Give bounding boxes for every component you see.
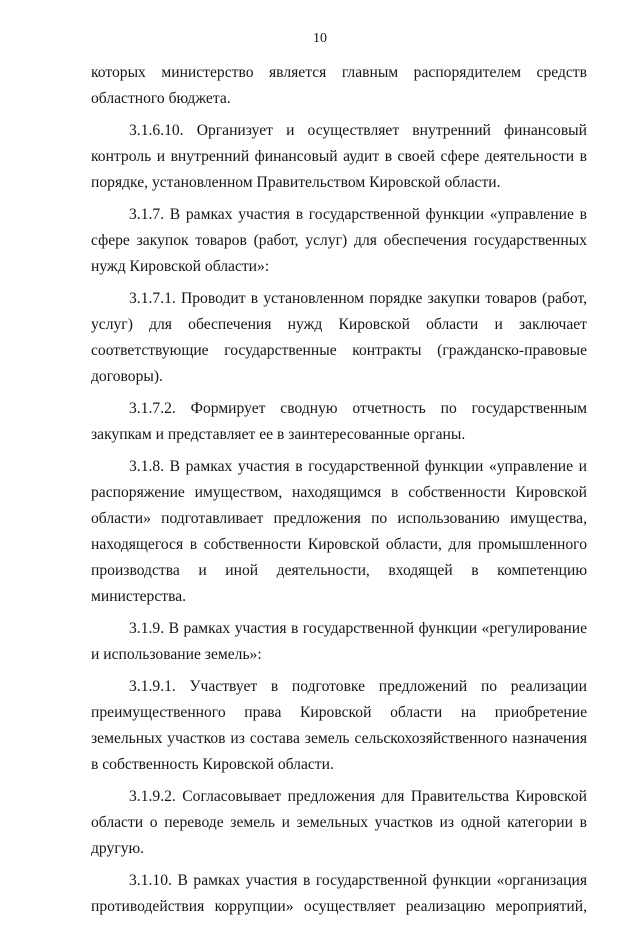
paragraph-3-1-7: 3.1.7. В рамках участия в государственной функции «управление в сфере закупок товаров (работ, услуг) для обеспечения государственных нужд Кировской области»:	[91, 206, 587, 275]
paragraph-3-1-7-1: 3.1.7.1. Проводит в установленном порядке закупки товаров (работ, услуг) для обеспечения нужд Кировской области и заключает соответствующие государственные контракты (гражданско-правовые договоры).	[91, 290, 587, 385]
paragraph-3-1-10: 3.1.10. В рамках участия в государственной функции «организация противодействия коррупции» осуществляет реализацию мероприятий,	[91, 872, 587, 915]
paragraph-3-1-6-10: 3.1.6.10. Организует и осуществляет внутренний финансовый контроль и внутренний финансовый аудит в своей сфере деятельности в порядке, установленном Правительством Кировской области.	[91, 122, 587, 191]
paragraph-continuation: которых министерство является главным распорядителем средств областного бюджета.	[91, 64, 587, 107]
document-body	[91, 60, 587, 926]
paragraph-3-1-7-2: 3.1.7.2. Формирует сводную отчетность по государственным закупкам и представляет ее в заинтересованные органы.	[91, 400, 587, 443]
paragraph-3-1-9-1: 3.1.9.1. Участвует в подготовке предложений по реализации преимущественного права Кировской области на приобретение земельных участков из состава земель сельскохозяйственного назначения в собственность Кировской области.	[91, 678, 587, 773]
paragraph-3-1-9-2: 3.1.9.2. Согласовывает предложения для Правительства Кировской области о переводе земель и земельных участков из одной категории в другую.	[91, 788, 587, 857]
paragraph-3-1-8: 3.1.8. В рамках участия в государственной функции «управление и распоряжение имуществом, находящимся в собственности Кировской области» подготавливает предложения по использованию имущества, находящегося в собственности Кировской области, для промышленного производства и иной деятельности, входящей в компетенцию министерства.	[91, 458, 587, 605]
page-number: 10	[313, 31, 327, 46]
paragraph-3-1-9: 3.1.9. В рамках участия в государственной функции «регулирование и использование земель»:	[91, 620, 587, 663]
